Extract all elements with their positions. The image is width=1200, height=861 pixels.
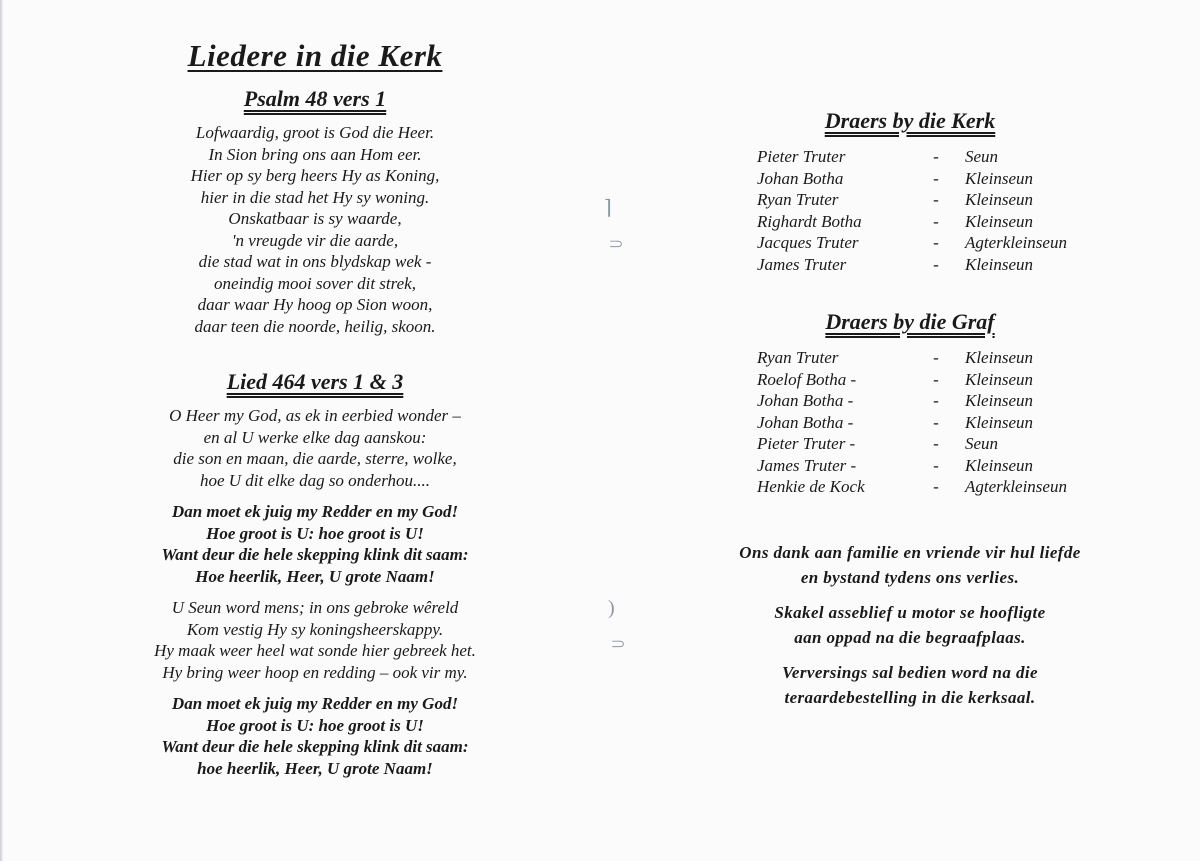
bearer-row xyxy=(757,211,1067,233)
verse-line: en al U werke elke dag aanskou: xyxy=(203,427,427,447)
bearer-name: Pieter Truter xyxy=(757,147,846,166)
bearer-relation: Kleinseun xyxy=(965,412,1033,432)
bearer-row xyxy=(757,146,1067,168)
verse-line: Lofwaardig, groot is God die Heer. xyxy=(195,123,435,142)
bearer-dash: - xyxy=(933,168,939,188)
verse-line: Onskatbaar is sy waarde, xyxy=(228,209,402,228)
bearer-name: Roelof Botha - xyxy=(757,369,857,389)
bearer-relation: Kleinseun xyxy=(965,391,1033,410)
bearer-relation: Kleinseun xyxy=(965,254,1033,274)
bearer-relation: Seun xyxy=(965,434,999,453)
grave-bearers-heading: Draers by die Graf xyxy=(825,309,995,334)
bearer-dash: - xyxy=(933,412,939,432)
bearer-dash: - xyxy=(933,455,939,475)
verse-line: U Seun word mens; in ons gebroke wêreld xyxy=(171,598,459,617)
page-title: Liedere in die Kerk xyxy=(187,38,443,73)
bearer-relation: Seun xyxy=(965,147,999,166)
psalm-stanza xyxy=(110,122,520,337)
note-line: Verversings sal bedien word na die xyxy=(782,662,1038,682)
verse-line: Hier op sy berg heers Hy as Koning, xyxy=(190,166,440,185)
church-bearers-table xyxy=(757,146,1067,275)
verse-line: die stad wat in ons blydskap wek - xyxy=(198,252,432,271)
bearer-dash: - xyxy=(933,190,939,209)
note-line: en bystand tydens ons verlies. xyxy=(800,567,1020,587)
bearer-dash: - xyxy=(933,369,939,389)
bearer-dash: - xyxy=(933,391,939,410)
bearer-relation: Kleinseun xyxy=(965,369,1033,389)
bearer-row xyxy=(757,390,1067,412)
bearer-row xyxy=(757,168,1067,190)
bearer-row xyxy=(757,455,1067,477)
fold-marks xyxy=(600,0,628,861)
thanks-note xyxy=(715,540,1105,590)
chorus-line: hoe heerlik, Heer, U grote Naam! xyxy=(197,758,433,778)
bearers-column xyxy=(715,108,1105,720)
verse-line: die son en maan, die aarde, sterre, wolke, xyxy=(173,449,457,468)
note-line: Skakel asseblief u motor se hoofligte xyxy=(774,602,1046,622)
verse-line: hoe U dit elke dag so onderhou.... xyxy=(199,470,431,490)
hymn-chorus-1 xyxy=(110,501,520,587)
verse-line: Hy bring weer hoop en redding – ook vir my. xyxy=(162,662,468,682)
bearer-relation: Kleinseun xyxy=(965,348,1033,367)
verse-line: oneindig mooi sover dit strek, xyxy=(214,273,416,293)
verse-line: daar waar Hy hoog op Sion woon, xyxy=(197,295,433,314)
bearer-name: Johan Botha xyxy=(757,168,844,188)
hymn-verse-1 xyxy=(110,405,520,491)
hymns-column xyxy=(110,38,520,789)
chorus-line: Hoe groot is U: hoe groot is U! xyxy=(206,523,424,543)
fold-mark: ⌉ xyxy=(604,197,612,219)
bearer-row xyxy=(757,433,1067,455)
note-line: aan oppad na die begraafplaas. xyxy=(794,627,1026,647)
bearer-dash: - xyxy=(933,211,939,231)
chorus-line: Dan moet ek juig my Redder en my God! xyxy=(171,694,459,713)
bearer-row xyxy=(757,189,1067,211)
verse-line: Kom vestig Hy sy koningsheerskappy. xyxy=(186,619,444,639)
verse-line: Hy maak weer heel wat sonde hier gebreek het. xyxy=(154,641,476,660)
bearer-row xyxy=(757,347,1067,369)
bearer-name: Jacques Truter xyxy=(757,233,859,252)
chorus-line: Want deur die hele skepping klink dit saam: xyxy=(161,545,469,564)
bearer-name: Johan Botha - xyxy=(757,412,854,432)
fold-mark: ) xyxy=(608,597,615,619)
bearer-name: Johan Botha - xyxy=(757,391,854,410)
verse-line: daar teen die noorde, heilig, skoon. xyxy=(194,316,436,336)
note-line: Ons dank aan familie en vriende vir hul liefde xyxy=(739,542,1081,562)
bearer-dash: - xyxy=(933,477,939,496)
bearer-row xyxy=(757,412,1067,434)
bearer-dash: - xyxy=(933,434,939,453)
bearer-name: James Truter - xyxy=(757,455,857,475)
refreshments-note xyxy=(715,660,1105,710)
bearer-row xyxy=(757,369,1067,391)
fold-mark: ⸧ xyxy=(608,634,628,656)
bearer-relation: Kleinseun xyxy=(965,211,1033,231)
bearer-dash: - xyxy=(933,233,939,252)
bearer-relation: Agterkleinseun xyxy=(965,477,1067,496)
bearer-name: Pieter Truter - xyxy=(757,434,856,453)
headlights-note xyxy=(715,600,1105,650)
chorus-line: Hoe groot is U: hoe groot is U! xyxy=(206,715,424,735)
bearer-name: Righardt Botha xyxy=(757,211,862,231)
bearer-dash: - xyxy=(933,254,939,274)
bearer-relation: Kleinseun xyxy=(965,455,1033,475)
grave-bearers-table xyxy=(757,347,1067,498)
psalm-heading: Psalm 48 vers 1 xyxy=(243,86,387,111)
chorus-line: Dan moet ek juig my Redder en my God! xyxy=(171,502,459,521)
bearer-row xyxy=(757,232,1067,254)
bearer-dash: - xyxy=(933,147,939,166)
verse-line: hier in die stad het Hy sy woning. xyxy=(200,187,430,207)
bearer-dash: - xyxy=(933,348,939,367)
chorus-line: Hoe heerlik, Heer, U grote Naam! xyxy=(195,566,435,586)
note-line: teraardebestelling in die kerksaal. xyxy=(784,687,1036,707)
church-bearers-heading: Draers by die Kerk xyxy=(824,108,996,133)
bearer-row xyxy=(757,476,1067,498)
bearer-relation: Kleinseun xyxy=(965,190,1033,209)
bearer-relation: Agterkleinseun xyxy=(965,233,1067,252)
bearer-name: James Truter xyxy=(757,254,847,274)
hymn-heading: Lied 464 vers 1 & 3 xyxy=(226,369,404,394)
bearer-name: Ryan Truter xyxy=(757,348,839,367)
page-edge xyxy=(0,0,3,861)
bearer-name: Ryan Truter xyxy=(757,190,839,209)
verse-line: 'n vreugde vir die aarde, xyxy=(231,230,399,250)
verse-line: In Sion bring ons aan Hom eer. xyxy=(208,144,422,164)
fold-mark: ⸧ xyxy=(606,234,626,256)
verse-line: O Heer my God, as ek in eerbied wonder – xyxy=(169,406,461,425)
hymn-verse-3 xyxy=(110,597,520,683)
bearer-name: Henkie de Kock xyxy=(757,477,865,496)
chorus-line: Want deur die hele skepping klink dit saam: xyxy=(161,737,469,756)
bearer-row xyxy=(757,254,1067,276)
hymn-chorus-2 xyxy=(110,693,520,779)
bearer-relation: Kleinseun xyxy=(965,168,1033,188)
